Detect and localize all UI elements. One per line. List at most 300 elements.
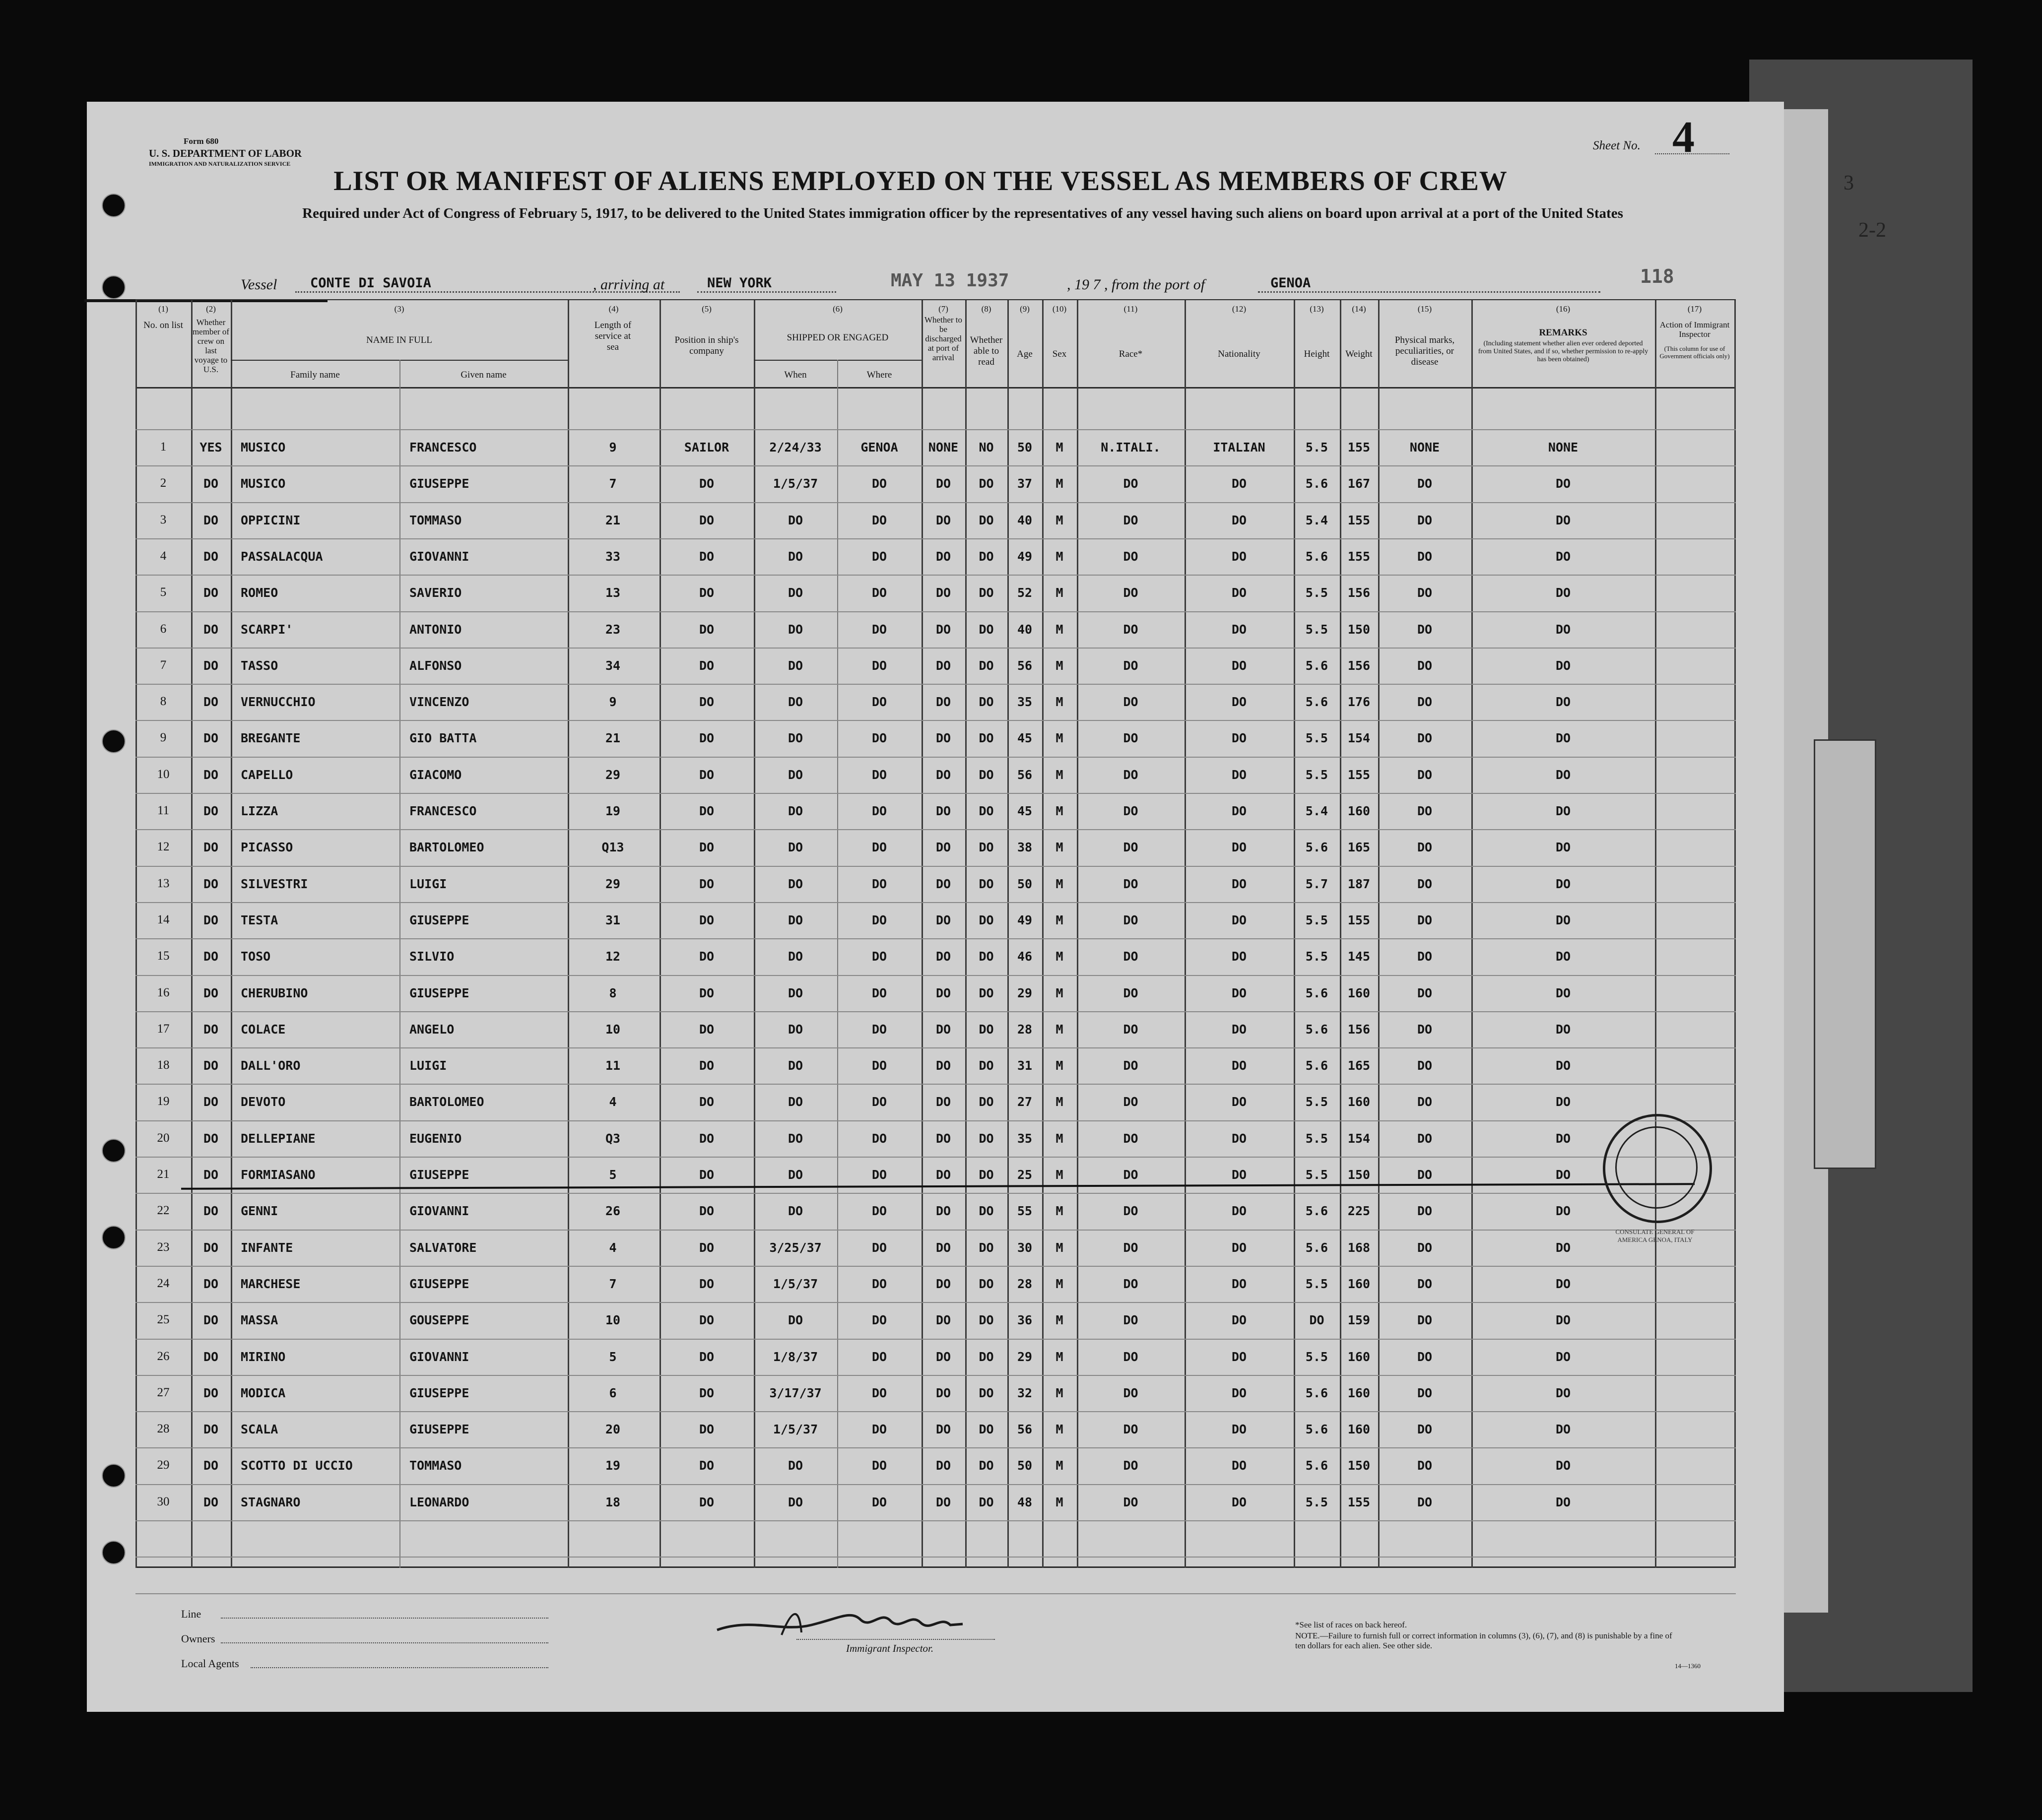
cell-given: BARTOLOMEO [409, 1095, 484, 1109]
cell-nationality: DO [1231, 1131, 1247, 1146]
cell-read: DO [979, 1277, 994, 1291]
cell-nationality: ITALIAN [1213, 440, 1265, 455]
departure-port: GENOA [1270, 275, 1311, 291]
cell-weight: 154 [1347, 731, 1371, 745]
cell-race: DO [1123, 1095, 1138, 1109]
row-rule [135, 648, 1736, 649]
cell-service: 11 [605, 1058, 621, 1073]
cell-height: 5.5 [1305, 1095, 1328, 1109]
service-name: IMMIGRATION AND NATURALIZATION SERVICE [149, 160, 291, 167]
cell-sex: M [1055, 658, 1063, 673]
cell-when: DO [788, 1022, 803, 1037]
cell-discharged: DO [935, 513, 951, 527]
cell-weight: 154 [1347, 1131, 1371, 1146]
cell-family: COLACE [241, 1022, 286, 1037]
cell-nationality: DO [1231, 768, 1247, 782]
cell-weight: 160 [1347, 804, 1371, 818]
row-rule [135, 1157, 1736, 1158]
cell-age: 28 [1017, 1277, 1033, 1291]
column-header-service-length: Length of service at sea [594, 320, 632, 352]
cell-sex: M [1055, 1168, 1063, 1182]
cell-prev: DO [203, 622, 219, 637]
cell-prev: DO [203, 658, 219, 673]
cell-remarks: DO [1555, 949, 1571, 964]
cell-marks: NONE [1409, 440, 1440, 455]
cell-discharged: DO [935, 840, 951, 854]
cell-age: 48 [1017, 1495, 1033, 1509]
column-number: (4) [608, 304, 619, 314]
cell-weight: 176 [1347, 695, 1371, 709]
cell-when: DO [788, 549, 803, 564]
cell-marks: DO [1417, 1495, 1433, 1509]
cell-race: DO [1123, 1313, 1138, 1327]
cell-given: GIUSEPPE [409, 986, 469, 1000]
cell-read: DO [979, 840, 994, 854]
cell-race: DO [1123, 1495, 1138, 1509]
cell-age: 27 [1017, 1095, 1033, 1109]
cell-marks: DO [1417, 1422, 1433, 1436]
cell-when: DO [788, 949, 803, 964]
cell-weight: 160 [1347, 1422, 1371, 1436]
cell-height: 5.5 [1305, 731, 1328, 745]
cell-family: GENNI [241, 1204, 278, 1218]
row-rule [135, 1084, 1736, 1085]
line-rule [221, 1618, 548, 1619]
row-rule [135, 1447, 1736, 1448]
cell-no: 5 [160, 585, 167, 599]
cell-given: SILVIO [409, 949, 455, 964]
cell-remarks: DO [1555, 1095, 1571, 1109]
cell-where: DO [871, 476, 887, 491]
cell-service: 12 [605, 949, 621, 964]
cell-given: LUIGI [409, 877, 447, 891]
cell-discharged: DO [935, 804, 951, 818]
column-number: (13) [1310, 304, 1324, 314]
cell-when: DO [788, 585, 803, 600]
cell-prev: DO [203, 840, 219, 854]
cell-weight: 160 [1347, 1350, 1371, 1364]
cell-given: GIOVANNI [409, 549, 469, 564]
cell-marks: DO [1417, 622, 1433, 637]
cell-remarks: DO [1555, 1422, 1571, 1436]
cell-no: 7 [160, 658, 167, 672]
cell-position: DO [699, 913, 715, 927]
cell-service: 21 [605, 513, 621, 527]
column-header-where: Where [866, 370, 892, 380]
cell-age: 50 [1017, 877, 1033, 891]
row-rule [135, 684, 1736, 685]
name-subcolumn-divider [399, 360, 400, 1568]
cell-position: DO [699, 1277, 715, 1291]
cell-where: DO [871, 1058, 887, 1073]
cell-position: DO [699, 1495, 715, 1509]
cell-position: DO [699, 1058, 715, 1073]
cell-where: DO [871, 840, 887, 854]
cell-read: DO [979, 731, 994, 745]
cell-family: PICASSO [241, 840, 293, 854]
cell-family: ROMEO [241, 585, 278, 600]
punch-hole [102, 1226, 126, 1249]
cell-position: DO [699, 1131, 715, 1146]
cell-family: DEVOTO [241, 1095, 286, 1109]
cell-discharged: DO [935, 658, 951, 673]
cell-height: 5.6 [1305, 840, 1328, 854]
cell-position: DO [699, 1422, 715, 1436]
cell-position: DO [699, 622, 715, 637]
cell-discharged: DO [935, 1131, 951, 1146]
cell-when: 3/17/37 [769, 1386, 822, 1400]
cell-no: 21 [157, 1168, 170, 1181]
cell-position: DO [699, 695, 715, 709]
cell-discharged: DO [935, 986, 951, 1000]
row-rule [135, 1047, 1736, 1048]
cell-nationality: DO [1231, 1277, 1247, 1291]
cell-position: DO [699, 585, 715, 600]
cell-race: DO [1123, 1058, 1138, 1073]
column-header-age: Age [1017, 349, 1033, 359]
cell-nationality: DO [1231, 695, 1247, 709]
cell-given: GIUSEPPE [409, 1168, 469, 1182]
cell-given: GOUSEPPE [409, 1313, 469, 1327]
cell-race: DO [1123, 1386, 1138, 1400]
cell-given: GIACOMO [409, 768, 462, 782]
cell-race: DO [1123, 476, 1138, 491]
cell-given: BARTOLOMEO [409, 840, 484, 854]
cell-family: DELLEPIANE [241, 1131, 316, 1146]
table-top-rule [135, 299, 1736, 300]
cell-family: MUSICO [241, 440, 286, 455]
row-rule [135, 1302, 1736, 1303]
cell-sex: M [1055, 549, 1063, 564]
cell-nationality: DO [1231, 476, 1247, 491]
cell-read: DO [979, 1422, 994, 1436]
cell-discharged: DO [935, 1313, 951, 1327]
column-header-given-name: Given name [461, 370, 507, 380]
cell-no: 8 [160, 695, 167, 708]
column-number: (9) [1020, 304, 1030, 314]
cell-marks: DO [1417, 804, 1433, 818]
cell-service: 4 [609, 1240, 617, 1255]
cell-position: DO [699, 658, 715, 673]
cell-service: 34 [605, 658, 621, 673]
cell-weight: 159 [1347, 1313, 1371, 1327]
cell-position: DO [699, 949, 715, 964]
cell-where: DO [871, 1240, 887, 1255]
cell-remarks: DO [1555, 877, 1571, 891]
cell-age: 49 [1017, 913, 1033, 927]
cell-when: DO [788, 913, 803, 927]
cell-race: DO [1123, 622, 1138, 637]
cell-nationality: DO [1231, 913, 1247, 927]
cell-remarks: DO [1555, 1058, 1571, 1073]
cell-where: DO [871, 1458, 887, 1473]
inspector-label: Immigrant Inspector. [846, 1642, 934, 1654]
cell-height: 5.5 [1305, 949, 1328, 964]
cell-remarks: DO [1555, 1313, 1571, 1327]
cell-given: GIUSEPPE [409, 1386, 469, 1400]
cell-where: DO [871, 804, 887, 818]
cell-marks: DO [1417, 1131, 1433, 1146]
departure-line [1258, 291, 1600, 293]
cell-prev: DO [203, 768, 219, 782]
punch-hole [102, 275, 126, 299]
cell-discharged: DO [935, 1386, 951, 1400]
cell-sex: M [1055, 585, 1063, 600]
manifest-sheet [87, 102, 1784, 1712]
cell-race: DO [1123, 1131, 1138, 1146]
sheet-number-line [1655, 153, 1729, 154]
cell-where: DO [871, 695, 887, 709]
owners-rule [221, 1642, 548, 1643]
cell-service: 10 [605, 1022, 621, 1037]
cell-nationality: DO [1231, 1386, 1247, 1400]
cell-where: GENOA [860, 440, 898, 455]
cell-given: GIOVANNI [409, 1204, 469, 1218]
cell-prev: DO [203, 804, 219, 818]
cell-marks: DO [1417, 768, 1433, 782]
cell-discharged: DO [935, 585, 951, 600]
cell-marks: DO [1417, 1095, 1433, 1109]
column-header-race: Race* [1119, 349, 1143, 359]
cell-given: LEONARDO [409, 1495, 469, 1509]
cell-when: 1/5/37 [773, 476, 818, 491]
cell-no: 29 [157, 1458, 170, 1472]
cell-race: DO [1123, 1458, 1138, 1473]
cell-no: 19 [157, 1095, 170, 1108]
cell-age: 50 [1017, 1458, 1033, 1473]
cell-position: DO [699, 731, 715, 745]
cell-age: 29 [1017, 986, 1033, 1000]
cell-read: DO [979, 1386, 994, 1400]
row-rule [135, 1375, 1736, 1376]
cell-race: DO [1123, 585, 1138, 600]
cell-given: GIUSEPPE [409, 1277, 469, 1291]
cell-where: DO [871, 658, 887, 673]
cell-when: 1/8/37 [773, 1350, 818, 1364]
cell-marks: DO [1417, 1240, 1433, 1255]
cell-marks: DO [1417, 1058, 1433, 1073]
column-number: (12) [1232, 304, 1247, 314]
cell-no: 3 [160, 513, 167, 526]
cell-prev: DO [203, 1495, 219, 1509]
cell-no: 17 [157, 1022, 170, 1036]
cell-read: DO [979, 1350, 994, 1364]
cell-where: DO [871, 1022, 887, 1037]
punch-hole [102, 1139, 126, 1163]
cell-height: 5.7 [1305, 877, 1328, 891]
cell-discharged: DO [935, 1022, 951, 1037]
manifest-subtitle: Required under Act of Congress of February 5, 1917, to be delivered to the United States immigration officer by the representatives of any vessel having such aliens on board upon arrival at a port of the United States [302, 205, 1623, 221]
column-header-name: NAME IN FULL [366, 335, 432, 345]
cell-service: 5 [609, 1168, 617, 1182]
cell-service: Q13 [601, 840, 624, 854]
cell-race: DO [1123, 768, 1138, 782]
cell-sex: M [1055, 949, 1063, 964]
cell-family: DALL'ORO [241, 1058, 301, 1073]
margin-note: 2-2 [1858, 219, 1886, 242]
cell-marks: DO [1417, 1277, 1433, 1291]
cell-service: 8 [609, 986, 617, 1000]
cell-family: SCARPI' [241, 622, 293, 637]
cell-read: DO [979, 1495, 994, 1509]
cell-height: 5.5 [1305, 1495, 1328, 1509]
cell-race: DO [1123, 949, 1138, 964]
cell-discharged: DO [935, 731, 951, 745]
cell-weight: 225 [1347, 1204, 1371, 1218]
vessel-name: CONTE DI SAVOIA [310, 275, 431, 291]
cell-prev: DO [203, 1204, 219, 1218]
cell-where: DO [871, 1313, 887, 1327]
cell-height: 5.6 [1305, 476, 1328, 491]
cell-discharged: DO [935, 695, 951, 709]
cell-where: DO [871, 1095, 887, 1109]
stamp-text: CONSULATE GENERAL OF AMERICA GENOA, ITALY [1615, 1228, 1695, 1243]
cell-remarks: NONE [1548, 440, 1579, 455]
cell-discharged: DO [935, 549, 951, 564]
column-header-weight: Weight [1345, 349, 1373, 359]
cell-given: GIUSEPPE [409, 1422, 469, 1436]
cell-nationality: DO [1231, 1022, 1247, 1037]
cell-service: 19 [605, 804, 621, 818]
cell-weight: 165 [1347, 1058, 1371, 1073]
cell-family: VERNUCCHIO [241, 695, 316, 709]
cell-service: 33 [605, 549, 621, 564]
inspector-rule [796, 1639, 995, 1640]
cell-weight: 150 [1347, 1168, 1371, 1182]
cell-service: 13 [605, 585, 621, 600]
cell-height: 5.6 [1305, 695, 1328, 709]
column-header-physical-marks: Physical marks, peculiarities, or disease [1394, 335, 1455, 367]
cell-no: 4 [160, 549, 167, 563]
cell-read: DO [979, 804, 994, 818]
cell-discharged: DO [935, 1095, 951, 1109]
row-rule [135, 1120, 1736, 1121]
margin-note: 3 [1844, 172, 1854, 195]
cell-marks: DO [1417, 986, 1433, 1000]
cell-position: DO [699, 1168, 715, 1182]
cell-given: VINCENZO [409, 695, 469, 709]
cell-when: DO [788, 695, 803, 709]
cell-sex: M [1055, 1422, 1063, 1436]
column-divider [1734, 300, 1736, 1568]
punch-hole [102, 1464, 126, 1488]
cell-no: 18 [157, 1058, 170, 1072]
cell-remarks: DO [1555, 986, 1571, 1000]
cell-marks: DO [1417, 549, 1433, 564]
column-number: (6) [833, 304, 843, 314]
cell-sex: M [1055, 1240, 1063, 1255]
cell-discharged: DO [935, 1058, 951, 1073]
cell-nationality: DO [1231, 658, 1247, 673]
cell-race: DO [1123, 877, 1138, 891]
cell-remarks: DO [1555, 913, 1571, 927]
row-rule [135, 429, 1736, 430]
column-header-shipped: SHIPPED OR ENGAGED [787, 332, 889, 343]
column-header-discharged: Whether to be discharged at port of arrival [924, 315, 962, 362]
cell-no: 28 [157, 1422, 170, 1435]
cell-no: 2 [160, 476, 167, 490]
cell-nationality: DO [1231, 513, 1247, 527]
cell-where: DO [871, 1422, 887, 1436]
cell-height: 5.5 [1305, 622, 1328, 637]
cell-service: 7 [609, 476, 617, 491]
cell-given: SAVERIO [409, 585, 462, 600]
cell-remarks: DO [1555, 549, 1571, 564]
cell-when: DO [788, 1131, 803, 1146]
cell-age: 46 [1017, 949, 1033, 964]
cell-weight: 155 [1347, 549, 1371, 564]
cell-marks: DO [1417, 1313, 1433, 1327]
cell-family: CAPELLO [241, 768, 293, 782]
form-code: 14—1360 [1675, 1662, 1701, 1670]
cell-prev: DO [203, 695, 219, 709]
cell-when: 1/5/37 [773, 1422, 818, 1436]
cell-age: 25 [1017, 1168, 1033, 1182]
sheet-number: 4 [1672, 113, 1695, 162]
cell-race: DO [1123, 804, 1138, 818]
cell-remarks: DO [1555, 1495, 1571, 1509]
cell-sex: M [1055, 476, 1063, 491]
cell-age: 56 [1017, 658, 1033, 673]
cell-sex: M [1055, 1204, 1063, 1218]
cell-age: 36 [1017, 1313, 1033, 1327]
cell-no: 25 [157, 1313, 170, 1326]
cell-given: GIOVANNI [409, 1350, 469, 1364]
cell-height: 5.5 [1305, 1131, 1328, 1146]
cell-age: 35 [1017, 1131, 1033, 1146]
cell-discharged: DO [935, 622, 951, 637]
cell-remarks: DO [1555, 768, 1571, 782]
cell-when: DO [788, 1204, 803, 1218]
agents-label: Local Agents [181, 1657, 239, 1670]
cell-when: DO [788, 658, 803, 673]
cell-age: 55 [1017, 1204, 1033, 1218]
cell-when: DO [788, 877, 803, 891]
cell-where: DO [871, 949, 887, 964]
cell-nationality: DO [1231, 949, 1247, 964]
cell-when: DO [788, 804, 803, 818]
cell-remarks: DO [1555, 1131, 1571, 1146]
penalty-note: NOTE.—Failure to furnish full or correct information in columns (3), (6), (7), and (8) is punishable by a fine of ten dollars for each alien. See other side. [1295, 1631, 1672, 1650]
cell-age: 45 [1017, 731, 1033, 745]
cell-marks: DO [1417, 731, 1433, 745]
cell-race: DO [1123, 986, 1138, 1000]
cell-where: DO [871, 622, 887, 637]
cell-race: DO [1123, 695, 1138, 709]
cell-prev: DO [203, 1422, 219, 1436]
cell-read: DO [979, 513, 994, 527]
cell-service: 21 [605, 731, 621, 745]
cell-remarks: DO [1555, 1386, 1571, 1400]
cell-race: DO [1123, 840, 1138, 854]
cell-remarks: DO [1555, 1350, 1571, 1364]
column-header-sex: Sex [1052, 349, 1067, 359]
cell-given: FRANCESCO [409, 804, 477, 818]
cell-remarks: DO [1555, 840, 1571, 854]
page-reference: 118 [1640, 265, 1674, 287]
cell-family: INFANTE [241, 1240, 293, 1255]
cell-service: 18 [605, 1495, 621, 1509]
cell-where: DO [871, 877, 887, 891]
cell-family: MIRINO [241, 1350, 286, 1364]
cell-when: DO [788, 1313, 803, 1327]
row-rule [135, 793, 1736, 794]
cell-given: ANTONIO [409, 622, 462, 637]
cell-where: DO [871, 1495, 887, 1509]
cell-read: DO [979, 877, 994, 891]
cell-discharged: DO [935, 1204, 951, 1218]
column-number: (17) [1687, 304, 1702, 314]
